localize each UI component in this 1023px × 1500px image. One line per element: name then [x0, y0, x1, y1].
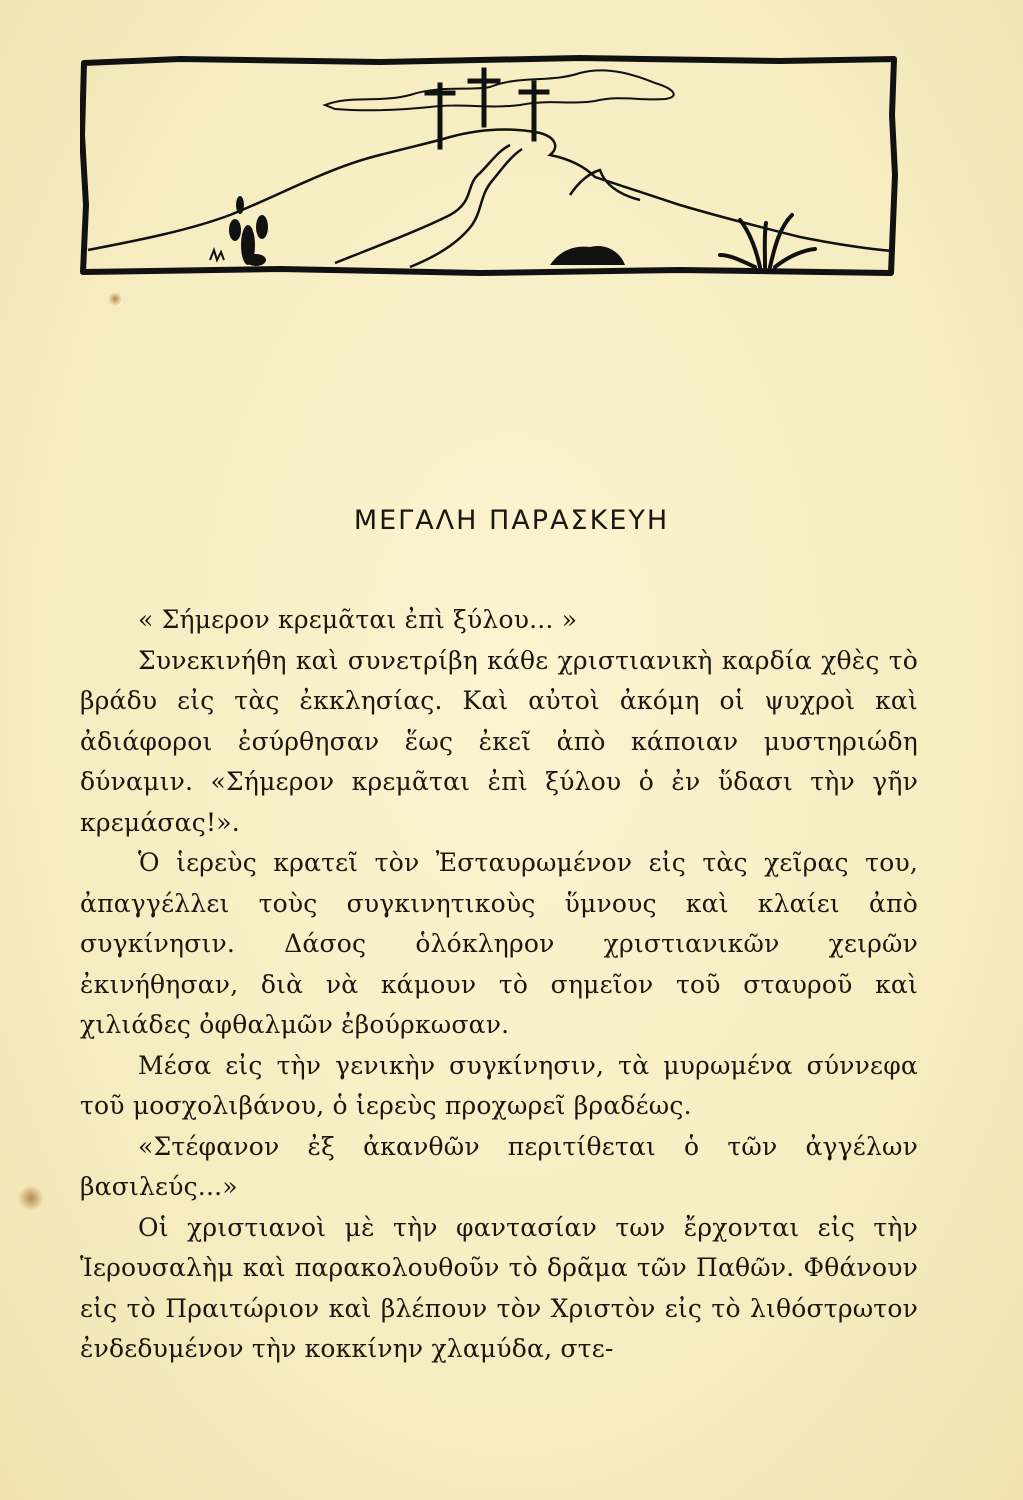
body-text — [80, 600, 918, 1370]
paragraph-5: «Στέφανον ἐξ ἀκανθῶν περιτίθεται ὁ τῶν ἀγγέλων βασιλεύς...» — [80, 1131, 918, 1201]
paragraph-4: Μέσα εἰς τὴν γενικὴν συγκίνησιν, τὰ μυρωμένα σύννεφα τοῦ μοσχολιβάνου, ὁ ἱερεὺς προχωρεῖ βραδέως. — [80, 1050, 918, 1120]
paper-stain — [108, 292, 122, 306]
paragraph-2: Συνεκινήθη καὶ συνετρίβη κάθε χριστιανικὴ καρδία χθὲς τὸ βράδυ εἰς τὰς ἐκκλησίας. Καὶ αὐτοὶ ἀκόμη οἱ ψυχροὶ καὶ ἀδιάφοροι ἐσύρθησαν ἕως ἐκεῖ ἀπὸ κάποιαν μυστηριώδη δύναμιν. «Σήμερον κρεμᾶται ἐπὶ ξύλου ὁ ἐν ὕδασι τὴν γῆν κρεμάσας!». — [80, 645, 918, 837]
paper-stain — [18, 1185, 44, 1211]
calvary-three-crosses-illustration-icon — [80, 55, 898, 277]
paragraph-6: Οἱ χριστιανοὶ μὲ τὴν φαντασίαν των ἔρχονται εἰς τὴν Ἱερουσαλὴμ καὶ παρακολουθοῦν τὸ δρᾶμα τῶν Παθῶν. Φθάνουν εἰς τὸ Πραιτώριον καὶ βλέπουν τὸν Χριστὸν εἰς τὸ λιθόστρωτον ἐνδεδυμένον τὴν κοκκίνην χλαμύδα, στε- — [80, 1212, 918, 1363]
paragraph-1: « Σήμερον κρεμᾶται ἐπὶ ξύλου... » — [138, 605, 578, 634]
header-vignette — [80, 55, 898, 277]
page-title: ΜΕΓΑΛΗ ΠΑΡΑΣΚΕΥΗ — [353, 505, 670, 536]
paragraph-3: Ὁ ἱερεὺς κρατεῖ τὸν Ἐσταυρωμένον εἰς τὰς χεῖρας του, ἀπαγγέλλει τοὺς συγκινητικοὺς ὕμνους καὶ κλαίει ἀπὸ συγκίνησιν. Δάσος ὁλόκληρον χριστιανικῶν χειρῶν ἐκινήθησαν, διὰ νὰ κάμουν τὸ σημεῖον τοῦ σταυροῦ καὶ χιλιάδες ὀφθαλμῶν ἐβούρκωσαν. — [80, 848, 918, 1039]
